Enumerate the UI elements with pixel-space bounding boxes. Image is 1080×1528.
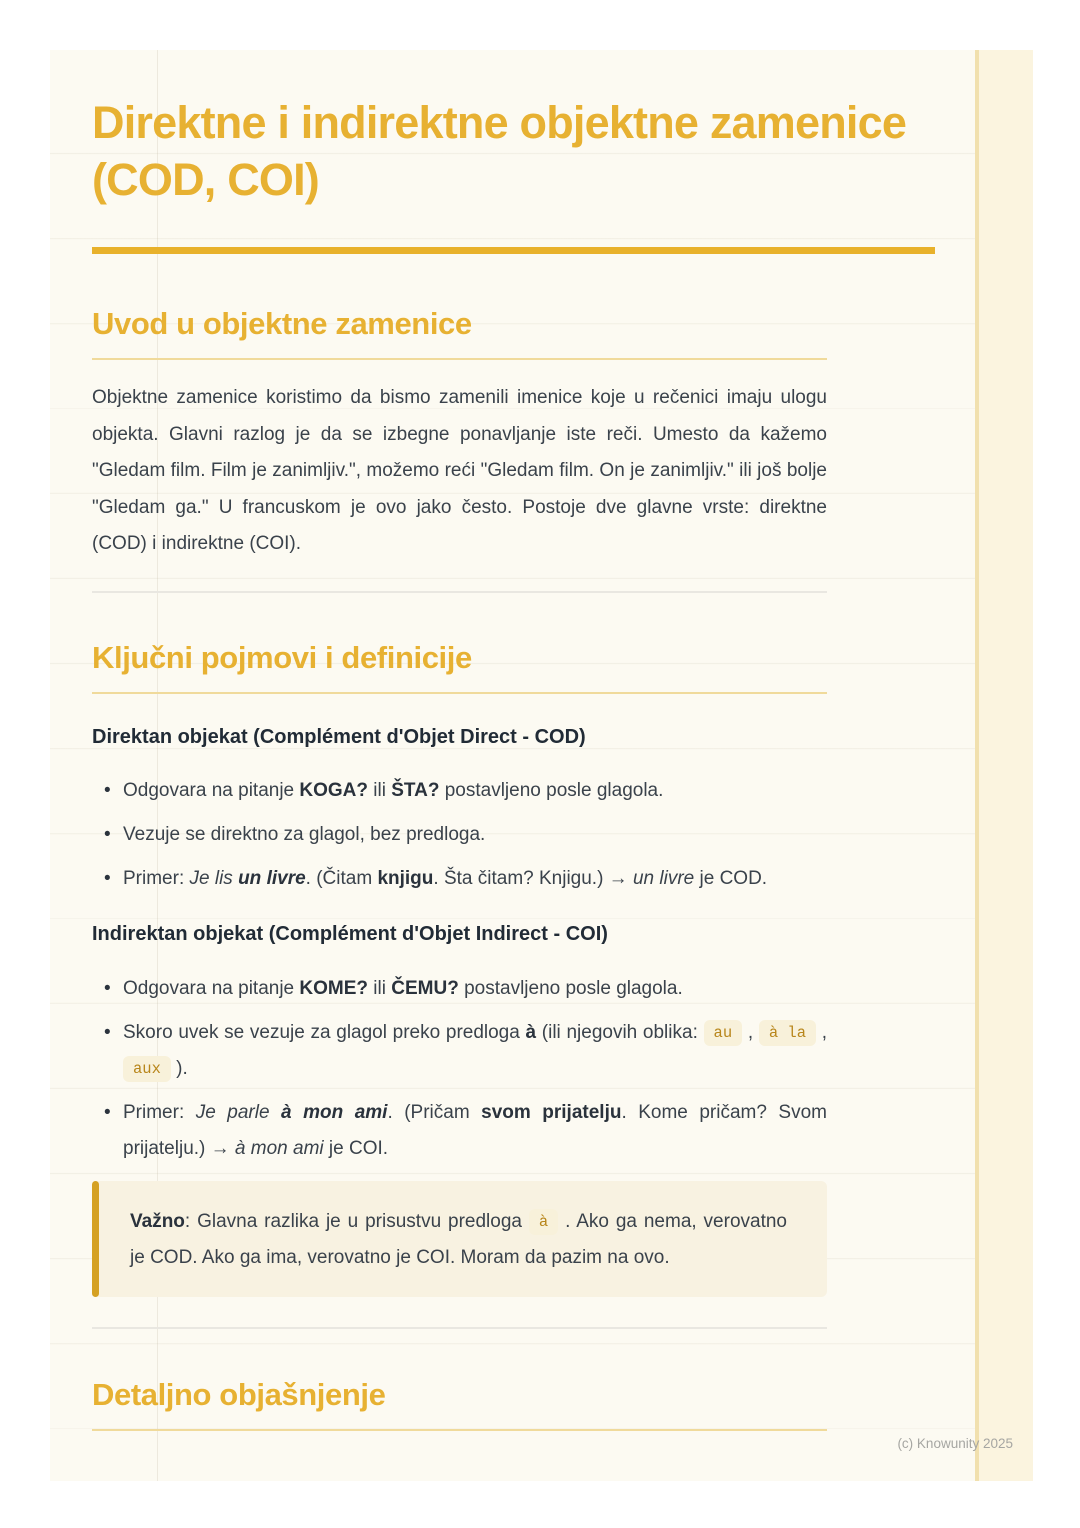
document-content <box>92 50 907 1431</box>
heading-underline-rule <box>92 692 827 694</box>
section-heading-detaljno: Detaljno objašnjenje <box>92 1376 386 1412</box>
subheading-cod: Direktan objekat (Complément d'Objet Direct - COD) <box>92 725 586 748</box>
section-divider <box>92 1327 827 1329</box>
list-item: • Odgovara na pitanje KOME? ili ČEMU? postavljeno posle glagola. <box>92 971 827 1007</box>
section-heading-kljucni: Ključni pojmovi i definicije <box>92 639 472 675</box>
section-heading-uvod: Uvod u objektne zamenice <box>92 306 472 341</box>
intro-paragraph: Objektne zamenice koristimo da bismo zamenili imenice koje u rečenici imaju ulogu objekta. Glavni razlog je da se izbegne ponavljanje iste reči. Umesto da kažemo "Gledam film. Film je zanimljiv.", možemo reći "Gledam film. On je zanimljiv." ili još bolje "Gledam ga." U francuskom je ovo jako često. Postoje dve glavne vrste: direktne (COD) i indirektne (COI). <box>92 387 827 554</box>
document-title: Direktne i indirektne objektne zamenice (COD, COI) <box>92 97 907 205</box>
copyright-note: (c) Knowunity 2025 <box>897 1436 1013 1451</box>
important-callout <box>92 1181 827 1297</box>
list-item: • Primer: Je lis un livre. (Čitam knjigu. Šta čitam? Knjigu.) → un livre je COD. <box>92 861 827 897</box>
notebook-right-margin-column <box>979 50 1033 1481</box>
heading-underline-rule <box>92 1429 827 1431</box>
callout-text: Važno: Glavna razlika je u prisustvu predloga à . Ako ga nema, verovatno je COD. Ako ga ima, verovatno je COI. Moram da pazim na ovo. <box>130 1210 787 1268</box>
cod-bullet-list <box>92 773 827 897</box>
callout-accent-bar <box>92 1181 99 1297</box>
document-page <box>50 50 1033 1481</box>
section-divider <box>92 591 827 593</box>
heading-underline-rule <box>92 358 827 360</box>
list-item: • Vezuje se direktno za glagol, bez predloga. <box>92 817 827 853</box>
coi-bullet-list <box>92 971 827 1167</box>
list-item: • Primer: Je parle à mon ami. (Pričam svom prijatelju. Kome pričam? Svom prijatelju.) → à mon ami je COI. <box>92 1095 827 1167</box>
list-item: • Skoro uvek se vezuje za glagol preko predloga à (ili njegovih oblika: au , à la , aux ). <box>92 1015 827 1087</box>
list-item: • Odgovara na pitanje KOGA? ili ŠTA? postavljeno posle glagola. <box>92 773 827 809</box>
subheading-coi: Indirektan objekat (Complément d'Objet Indirect - COI) <box>92 922 608 945</box>
title-divider-rule <box>92 247 935 254</box>
